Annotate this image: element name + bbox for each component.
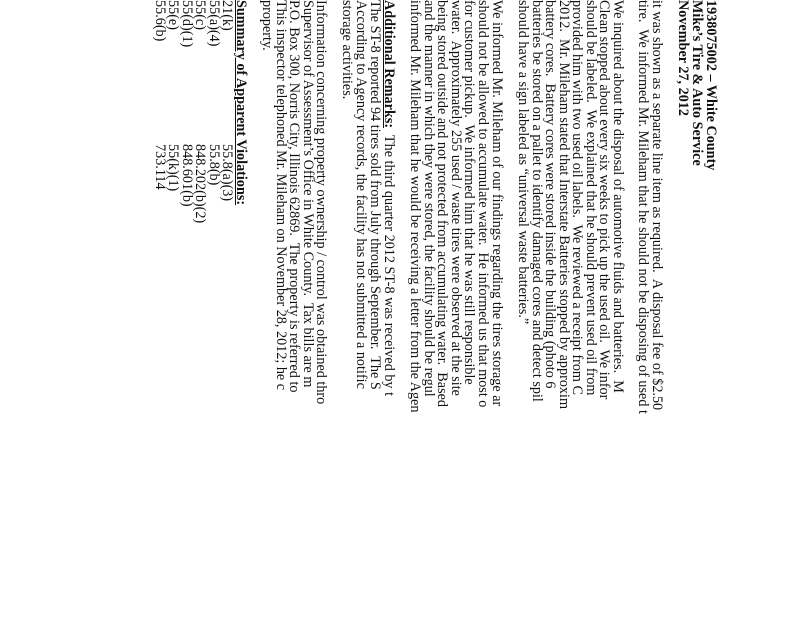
paragraph-line: provided him with two used oil labels. We reviewed a receipt from C <box>569 0 585 395</box>
violation-code: 848.601(b) <box>179 144 195 207</box>
paragraph-line: 2012. Mr. Mileham stated that Interstate Batteries stopped by approxim <box>556 0 572 409</box>
violation-code: 55.8(b) <box>206 144 222 186</box>
property-line: property. <box>259 0 275 51</box>
violation-code: 55(c) <box>192 0 208 30</box>
paragraph-line: batteries be stored on a pallet to identify damaged cores and detect spil <box>529 0 545 402</box>
paragraph-line: We inquired about the disposal of automotive fluids and batteries. M <box>610 0 626 393</box>
property-line: P.O. Box 300, Norris City, Illinois 62869. The property is referred to <box>286 0 302 393</box>
property-line: Supervisor of Assessment’s Office in White County. Tax bills are m <box>300 0 316 388</box>
property-line: This inspector telephoned Mr. Mileham on November 28, 2012; he c <box>273 0 289 391</box>
violation-code: 21(k) <box>219 0 235 31</box>
paragraph-line: for customer pickup. We informed him that he was still responsible <box>461 0 477 385</box>
remarks-line: The third quarter 2012 ST-8 was received by t <box>381 128 397 397</box>
paragraph-line: battery cores. Battery cores were stored inside the building (photo 6 <box>542 0 558 389</box>
report-date-line: November 27, 2012 <box>675 0 691 116</box>
paragraph-line: informed Mr. Mileham that he would be receiving a letter from the Agen <box>407 0 423 413</box>
remarks-line: The ST-8 reported 94 tires sold from July through September. The S <box>367 0 383 390</box>
paragraph-line: should have a sign labeled as “universal waste batteries.” <box>515 0 531 325</box>
remarks-line: storage activities. <box>339 0 355 100</box>
paragraph-line: We informed Mr. Mileham of our findings regarding the tires storage ar <box>489 0 505 407</box>
paragraph-line: tire. We informed Mr. Mileham that he should not be disposing of used t <box>635 0 651 414</box>
remarks-line: According to Agency records, the facility has not submitted a notific <box>353 0 369 389</box>
paragraph-line: it was shown as a separate line item as required. A disposal fee of $2.50 <box>649 0 665 411</box>
paragraph-line: should be labeled. We explained that he should prevent used oil from <box>583 0 599 396</box>
remarks-heading: Additional Remarks: <box>381 0 397 129</box>
violation-code: 55(a)(4) <box>206 0 222 47</box>
paragraph-line: Clean stopped about every six weeks to pick up the used oil. We infor <box>596 0 612 400</box>
property-line: Information concerning property ownership / control was obtained thro <box>313 0 329 405</box>
paragraph-line: should not be allowed to accumulate water. He informed us that most o <box>475 0 491 408</box>
paragraph-line: being stored outside and not protected from accumulating water. Based <box>434 0 450 407</box>
violations-heading: Summary of Apparent Violations: <box>233 0 249 206</box>
violation-code: 55(e) <box>165 0 181 30</box>
facility-name-line: Mike’s Tire & Auto Service <box>689 0 705 166</box>
violation-code: 848.202(b)(2) <box>192 144 208 224</box>
remarks-first-line <box>382 0 395 396</box>
violation-code: 733.114 <box>152 144 168 190</box>
violation-code: 55(d)(1) <box>179 0 195 48</box>
violation-code: 55.6(b) <box>152 0 168 42</box>
paragraph-line: water. Approximately 255 used / waste tires were observed at the site <box>448 0 464 396</box>
violation-code: 55(k)(1) <box>165 144 181 192</box>
facility-id-line: 1938075002 – White County <box>703 0 719 171</box>
violation-code: 55.8(a)(3) <box>219 144 235 202</box>
paragraph-line: and the manner in which they were stored, the facility should be regul <box>421 0 437 397</box>
